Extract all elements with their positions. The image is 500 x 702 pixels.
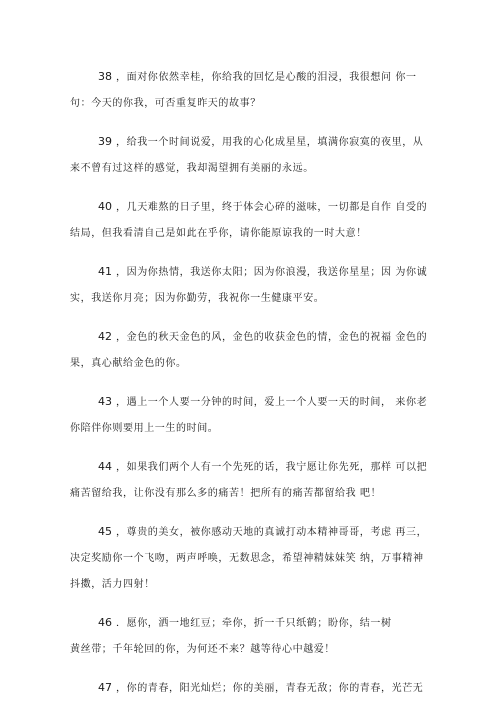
paragraph-line	[70, 351, 438, 377]
paragraph-38	[70, 64, 438, 117]
paragraph-text: ，因为你热情，我送你太阳；因为你浪漫，我送你星星；因 为你诚	[116, 267, 428, 278]
paragraph-number: 39	[98, 135, 112, 148]
paragraph-number: 41	[98, 265, 112, 278]
paragraph-46	[70, 610, 438, 663]
paragraph-line	[70, 481, 438, 507]
paragraph-text: 决定奖励你一个飞吻，两声呼唤，无数思念，希望神精妹妹笑 纳，万事精神	[70, 553, 424, 564]
paragraph-number: 46	[98, 616, 112, 629]
paragraph-text: ，给我一个时间说爱，用我的心化成星星，填满你寂寞的夜里，从	[116, 137, 424, 148]
paragraph-44	[70, 454, 438, 507]
paragraph-text: 痛苦留给我，让你没有那么多的痛苦！把所有的痛苦都留给我 吧！	[70, 488, 382, 499]
paragraph-line	[70, 519, 438, 546]
paragraph-line	[70, 129, 438, 156]
paragraph-line	[70, 546, 438, 572]
paragraph-line	[70, 675, 438, 702]
paragraph-41	[70, 259, 438, 312]
paragraph-text: ，面对你依然幸桂，你给我的回忆是心酸的泪浸，我很想问 你一	[116, 72, 417, 83]
paragraph-text: 句：今天的你我，可否重复昨天的故事？	[70, 98, 261, 109]
paragraph-number: 44	[98, 460, 112, 473]
paragraph-text: ，金色的秋天金色的风，金色的收获金色的情，金色的祝福 金色的	[116, 332, 428, 343]
paragraph-42	[70, 324, 438, 377]
paragraph-43	[70, 389, 438, 442]
paragraph-text: ，几天难熬的日子里，终于体会心碎的滋味，一切都是自作 自受的	[116, 202, 428, 213]
paragraph-text: 来不曾有过这样的感觉，我却渴望拥有美丽的永远。	[70, 163, 314, 174]
paragraph-text: ．愿你，洒一地红豆；牵你，折一千只纸鹤；盼你，结一树	[116, 618, 392, 629]
paragraph-text: 实，我送你月亮；因为你勤劳，我祝你一生健康平安。	[70, 293, 325, 304]
paragraph-number: 43	[98, 395, 112, 408]
paragraph-line	[70, 572, 438, 598]
paragraph-line	[70, 286, 438, 312]
paragraph-text: 黄丝带；千年轮回的你，为何还不来？越等待心中越爱！	[70, 644, 335, 655]
paragraph-line	[70, 637, 438, 663]
paragraph-text: 你陪伴你则要用上一生的时间。	[70, 423, 219, 434]
paragraph-number: 42	[98, 330, 112, 343]
paragraph-text: ，你的青春，阳光灿烂；你的美丽，青春无敌；你的青春，光芒无	[116, 683, 424, 694]
paragraph-45	[70, 519, 438, 598]
paragraph-line	[70, 91, 438, 117]
paragraph-line	[70, 64, 438, 91]
paragraph-line	[70, 221, 438, 247]
paragraph-line	[70, 259, 438, 286]
paragraph-line	[70, 156, 438, 182]
paragraph-number: 38	[98, 70, 112, 83]
paragraph-text: 结局，但我看清自己是如此在乎你，请你能原谅我的一时大意！	[70, 228, 367, 239]
paragraph-text: 果，真心献给金色的你。	[70, 358, 187, 369]
paragraph-line	[70, 454, 438, 481]
paragraph-number: 47	[98, 681, 112, 694]
paragraph-line	[70, 389, 438, 416]
paragraph-line	[70, 194, 438, 221]
paragraph-39	[70, 129, 438, 182]
paragraph-line	[70, 324, 438, 351]
paragraph-text: 抖擞，活力四射！	[70, 579, 155, 590]
paragraph-text: ，如果我们两个人有一个先死的话，我宁愿让你先死，那样 可以把	[116, 462, 428, 473]
paragraph-line	[70, 610, 438, 637]
paragraph-line	[70, 416, 438, 442]
paragraph-text: ，遇上一个人要一分钟的时间，爱上一个人要一天的时间， 来你老	[116, 397, 428, 408]
paragraph-number: 40	[98, 200, 112, 213]
paragraph-text: ，尊贵的美女，被你感动天地的真诚打动本精神哥哥，考虑 再三，	[116, 527, 428, 538]
paragraph-47	[70, 675, 438, 702]
paragraph-number: 45	[98, 525, 112, 538]
paragraph-40	[70, 194, 438, 247]
